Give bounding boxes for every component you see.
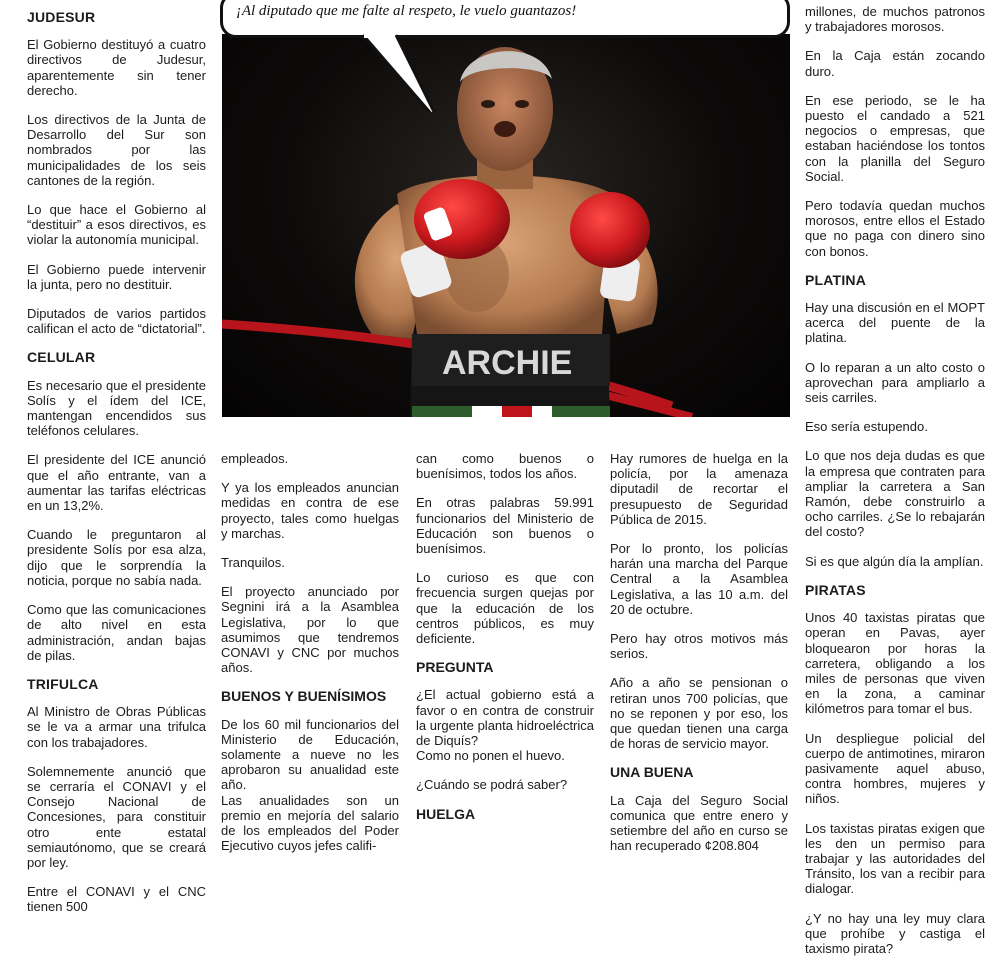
speech-bubble-text: ¡Al diputado que me falte al respeto, le vuelo guantazos!	[236, 3, 577, 19]
paragraph: Diputados de varios partidos califican el acto de “dictatorial”.	[27, 306, 206, 337]
column-c	[416, 451, 594, 834]
heading-una-buena: UNA BUENA	[610, 764, 694, 781]
paragraph: Hay rumores de huelga en la policía, por la amenaza diputadil de recortar el presupuesto de Seguridad Pública de 2015.	[610, 451, 788, 527]
paragraph: Si es que algún día la amplían.	[805, 553, 984, 569]
heading-pregunta: PREGUNTA	[416, 659, 494, 676]
paragraph: Las anualidades son un premio en mejoría del salario de los empleados del Poder Ejecutivo cuyos jefes califi-	[221, 792, 399, 854]
paragraph: Solemnemente anunció que se cerraría el CONAVI y el Consejo Nacional de Concesiones, para constituir otro ente estatal semiautónomo, que se creará por ley.	[27, 763, 206, 870]
paragraph: ¿El actual gobierno está a favor o en contra de construir la urgente planta hidroeléctrica de Diquís?	[416, 687, 594, 749]
paragraph: De los 60 mil funcionarios del Ministerio de Educación, solamente a nueve no les aprobaron su anualidad este año.	[221, 716, 399, 793]
paragraph: Unos 40 taxistas piratas que operan en Pavas, ayer bloquearon por horas la carretera, obligando a los miles de personas que viven en la zona, a caminar kilómetros para tomar el bus.	[805, 610, 985, 717]
paragraph: Pero hay otros motivos más serios.	[610, 631, 788, 662]
column-left	[27, 4, 206, 915]
paragraph: Pero todavía quedan muchos morosos, entre ellos el Estado que no paga con dinero sino con bonos.	[805, 198, 985, 259]
paragraph: ¿Y no hay una ley muy clara que prohíbe y castiga el taxismo pirata?	[805, 910, 985, 956]
paragraph: Los directivos de la Junta de Desarrollo del Sur son nombrados por las municipalidades de los seis cantones de la región.	[27, 112, 206, 188]
paragraph: Los taxistas piratas exigen que les den un permiso para trabajar y las autoridades del Tránsito, los van a recibir para dialogar.	[805, 820, 985, 897]
paragraph: Como que las comunicaciones de alto nivel en esta administración, andan bajas de pilas.	[27, 602, 206, 663]
paragraph: ¿Cuándo se podrá saber?	[416, 777, 568, 793]
paragraph: Un despliegue policial del cuerpo de antimotines, miraron pasivamente aquel abuso, contra hombres, mujeres y niños.	[805, 730, 985, 807]
boxer-illustration	[222, 34, 790, 417]
paragraph: El presidente del ICE anunció que el año entrante, van a aumentar las tarifas eléctricas en un 13,2%.	[27, 452, 206, 514]
paragraph: En la Caja están zocando duro.	[805, 48, 985, 79]
paragraph: Lo que hace el Gobierno al “destituir” a esos directivos, es violar la autonomía municipal.	[27, 202, 206, 248]
paragraph: Al Ministro de Obras Públicas se le va a armar una trifulca con los trabajadores.	[27, 704, 206, 750]
paragraph: Lo que nos deja dudas es que la empresa que contraten para ampliar la carretera a San Ramón, debe construirlo a ocho carriles. ¿Se lo rebajarán del costo?	[805, 448, 985, 540]
paragraph: Hay una discusión en el MOPT acerca del puente de la platina.	[805, 300, 985, 346]
paragraph: En otras palabras 59.991 funcionarios del Ministerio de Educación son buenos o buenísimos.	[416, 495, 594, 557]
heading-buenos: BUENOS Y BUENÍSIMOS	[221, 688, 387, 705]
heading-platina: PLATINA	[805, 271, 867, 288]
column-right	[805, 4, 985, 956]
paragraph: Como no ponen el huevo.	[416, 748, 565, 764]
paragraph: Cuando le preguntaron al presidente Solís por esa alza, dijo que le sorprendía la noticia, porque no sabía nada.	[27, 527, 206, 588]
column-d	[610, 451, 788, 853]
paragraph: Año a año se pensionan o retiran unos 700 policías, que no se reponen y por eso, los que quedan tienen una carga de horas de servicio mayor.	[610, 675, 788, 752]
paragraph: Lo curioso es que con frecuencia surgen quejas por que la educación de los centros públicos, es muy deficiente.	[416, 570, 594, 647]
paragraph: millones, de muchos patronos y trabajadores morosos.	[805, 4, 985, 35]
paragraph: En ese periodo, se le ha puesto el candado a 521 negocios o empresas, que estaban haciéndose los tontos con la planilla del Seguro Social.	[805, 92, 985, 184]
paragraph: El Gobierno puede intervenir la junta, pero no destituir.	[27, 261, 206, 292]
paragraph: empleados.	[221, 451, 289, 466]
paragraph: La Caja del Seguro Social comunica que entre enero y setiembre del año en curso se han recuperado ¢208.804	[610, 792, 788, 854]
heading-huelga: HUELGA	[416, 805, 476, 822]
column-b	[221, 451, 399, 853]
waistband-label: ARCHIE	[442, 344, 573, 382]
speech-bubble-tail	[360, 32, 480, 112]
paragraph: can como buenos o buenísimos, todos los años.	[416, 451, 594, 482]
paragraph: El Gobierno destituyó a cuatro directivos de Judesur, aparentemente sin tener derecho.	[27, 37, 206, 98]
paragraph: Eso sería estupendo.	[805, 419, 928, 435]
boxing-glove-right	[570, 192, 650, 268]
boxer-photo	[222, 34, 790, 417]
heading-trifulca: TRIFULCA	[27, 675, 99, 692]
paragraph: Tranquilos.	[221, 555, 285, 571]
paragraph: El proyecto anunciado por Segnini irá a la Asamblea Legislativa, por lo que asumimos que tendremos CONAVI y CNC por muchos años.	[221, 584, 399, 676]
paragraph: Por lo pronto, los policías harán una marcha del Parque Central a la Asamblea Legislativa, a las 10 a.m. del 20 de octubre.	[610, 541, 788, 617]
paragraph: Y ya los empleados anuncian medidas en contra de ese proyecto, tales como huelgas y marchas.	[221, 480, 399, 541]
paragraph: O lo reparan a un alto costo o aprovechan para ampliarlo a seis carriles.	[805, 359, 985, 406]
paragraph: Es necesario que el presidente Solís y el ídem del ICE, mantengan encendidos sus teléfonos celulares.	[27, 377, 206, 439]
heading-judesur: JUDESUR	[27, 9, 96, 25]
heading-celular: CELULAR	[27, 349, 96, 366]
heading-piratas: PIRATAS	[805, 581, 866, 598]
paragraph: Entre el CONAVI y el CNC tienen 500	[27, 884, 206, 915]
